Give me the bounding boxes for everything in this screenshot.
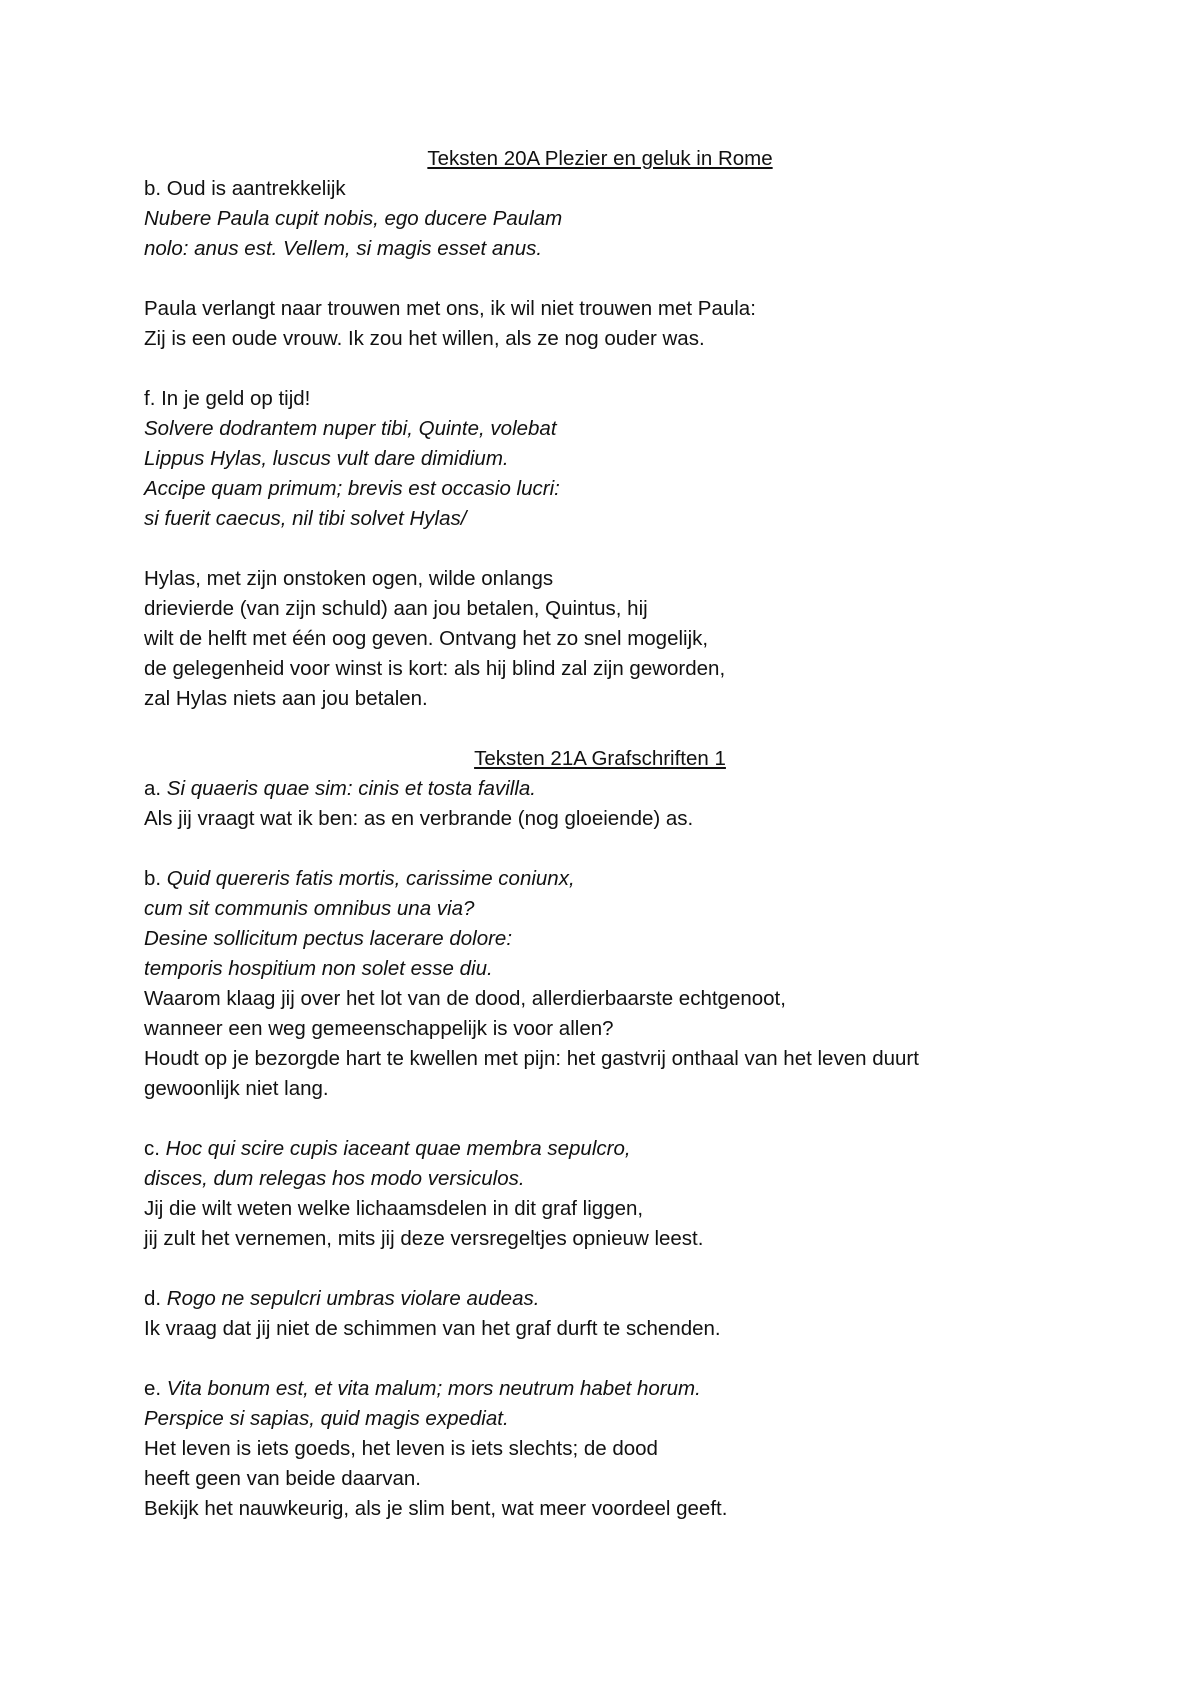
latin-line: Solvere dodrantem nuper tibi, Quinte, volebat bbox=[144, 417, 557, 440]
section-title-20a: Teksten 20A Plezier en geluk in Rome bbox=[427, 147, 773, 170]
latin-line: Accipe quam primum; brevis est occasio lucri: bbox=[144, 477, 560, 500]
item-c-latin bbox=[144, 1134, 631, 1164]
dutch-line: Hylas, met zijn onstoken ogen, wilde onlangs bbox=[144, 567, 554, 590]
latin-line: Desine sollicitum pectus lacerare dolore: bbox=[144, 927, 513, 950]
latin-line: Si quaeris quae sim: cinis et tosta favilla. bbox=[166, 777, 536, 800]
latin-line: nolo: anus est. Vellem, si magis esset anus. bbox=[144, 237, 543, 260]
dutch-line: Bekijk het nauwkeurig, als je slim bent, wat meer voordeel geeft. bbox=[144, 1497, 728, 1520]
item-f-heading: f. In je geld op tijd! bbox=[144, 387, 311, 410]
latin-line: si fuerit caecus, nil tibi solvet Hylas/ bbox=[144, 507, 467, 530]
dutch-line: Zij is een oude vrouw. Ik zou het willen, als ze nog ouder was. bbox=[144, 327, 705, 350]
item-label: c. bbox=[144, 1137, 166, 1160]
latin-line: Vita bonum est, et vita malum; mors neutrum habet horum. bbox=[166, 1377, 701, 1400]
latin-line: Rogo ne sepulcri umbras violare audeas. bbox=[166, 1287, 540, 1310]
dutch-line: Paula verlangt naar trouwen met ons, ik wil niet trouwen met Paula: bbox=[144, 297, 756, 320]
dutch-line: gewoonlijk niet lang. bbox=[144, 1077, 329, 1100]
item-b-latin bbox=[144, 864, 575, 894]
latin-line: Hoc qui scire cupis iaceant quae membra sepulcro, bbox=[165, 1137, 631, 1160]
item-b-heading: b. Oud is aantrekkelijk bbox=[144, 177, 346, 200]
dutch-line: Houdt op je bezorgde hart te kwellen met pijn: het gastvrij onthaal van het leven duurt bbox=[144, 1047, 919, 1070]
latin-line: Quid quereris fatis mortis, carissime coniunx, bbox=[166, 867, 575, 890]
section-title-21a: Teksten 21A Grafschriften 1 bbox=[474, 747, 726, 770]
latin-line: Perspice si sapias, quid magis expediat. bbox=[144, 1407, 509, 1430]
latin-line: Nubere Paula cupit nobis, ego ducere Paulam bbox=[144, 207, 563, 230]
item-label: b. bbox=[144, 867, 167, 890]
dutch-line: de gelegenheid voor winst is kort: als hij blind zal zijn geworden, bbox=[144, 657, 726, 680]
dutch-line: Waarom klaag jij over het lot van de dood, allerdierbaarste echtgenoot, bbox=[144, 987, 786, 1010]
latin-line: cum sit communis omnibus una via? bbox=[144, 897, 475, 920]
dutch-line: drievierde (van zijn schuld) aan jou betalen, Quintus, hij bbox=[144, 597, 648, 620]
latin-line: disces, dum relegas hos modo versiculos. bbox=[144, 1167, 525, 1190]
dutch-line: Ik vraag dat jij niet de schimmen van het graf durft te schenden. bbox=[144, 1317, 721, 1340]
item-e-latin bbox=[144, 1374, 701, 1404]
item-d-latin bbox=[144, 1284, 539, 1314]
dutch-line: heeft geen van beide daarvan. bbox=[144, 1467, 421, 1490]
dutch-line: Het leven is iets goeds, het leven is iets slechts; de dood bbox=[144, 1437, 658, 1460]
latin-line: temporis hospitium non solet esse diu. bbox=[144, 957, 493, 980]
dutch-line: Jij die wilt weten welke lichaamsdelen in dit graf liggen, bbox=[144, 1197, 644, 1220]
dutch-line: jij zult het vernemen, mits jij deze versregeltjes opnieuw leest. bbox=[144, 1227, 704, 1250]
dutch-line: zal Hylas niets aan jou betalen. bbox=[144, 687, 428, 710]
dutch-line: wilt de helft met één oog geven. Ontvang het zo snel mogelijk, bbox=[144, 627, 709, 650]
dutch-line: Als jij vraagt wat ik ben: as en verbrande (nog gloeiende) as. bbox=[144, 807, 694, 830]
item-a-latin bbox=[144, 774, 536, 804]
latin-line: Lippus Hylas, luscus vult dare dimidium. bbox=[144, 447, 509, 470]
item-label: d. bbox=[144, 1287, 167, 1310]
dutch-line: wanneer een weg gemeenschappelijk is voor allen? bbox=[144, 1017, 614, 1040]
item-label: a. bbox=[144, 777, 167, 800]
item-label: e. bbox=[144, 1377, 167, 1400]
